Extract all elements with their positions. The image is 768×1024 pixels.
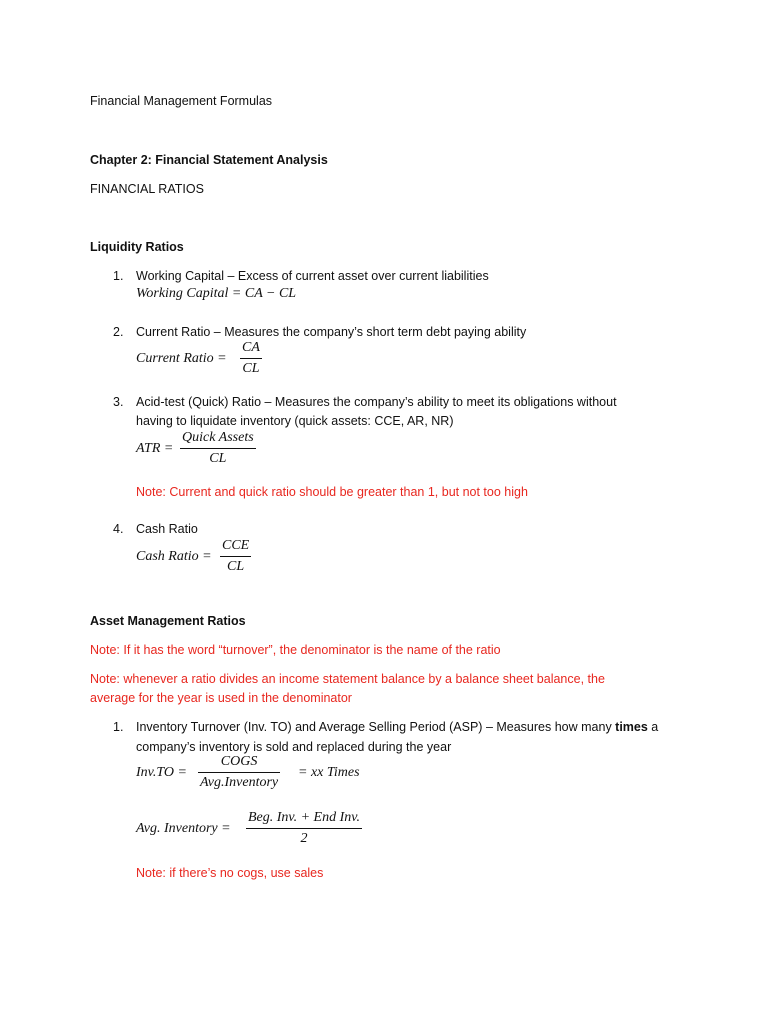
list-number: 3. [113, 395, 124, 409]
list-item-text: having to liquidate inventory (quick assets: CCE, AR, NR) [136, 414, 454, 428]
formula-fraction [240, 340, 262, 377]
list-item-text: company’s inventory is sold and replaced during the year [136, 740, 452, 754]
formula-lhs: Avg. Inventory = [136, 821, 231, 836]
list-item-text [136, 720, 658, 734]
emphasis-text: times [615, 720, 648, 734]
document-title: Financial Management Formulas [90, 94, 273, 108]
fraction-numerator: CA [242, 340, 260, 355]
formula-lhs: ATR = [136, 441, 174, 456]
formula-rhs: = xx Times [298, 765, 360, 780]
list-number: 2. [113, 325, 124, 339]
formula-fraction [198, 754, 280, 791]
formula-lhs: Inv.TO = [136, 765, 187, 780]
list-item-text: Acid-test (Quick) Ratio – Measures the company’s ability to meet its obligations without [136, 395, 617, 409]
section-heading: FINANCIAL RATIOS [90, 182, 204, 196]
fraction-denominator: Avg.Inventory [200, 775, 279, 790]
note-text: Note: whenever a ratio divides an income statement balance by a balance sheet balance, the [90, 672, 605, 686]
fraction-numerator: Beg. Inv. + End Inv. [248, 810, 360, 825]
list-number: 1. [113, 720, 124, 734]
formula-fraction [246, 810, 362, 847]
liquidity-heading: Liquidity Ratios [90, 240, 184, 254]
list-item-text: Current Ratio – Measures the company’s short term debt paying ability [136, 325, 527, 339]
text-segment: Inventory Turnover (Inv. TO) and Average Selling Period (ASP) – Measures how many [136, 720, 616, 734]
fraction-denominator: 2 [300, 831, 308, 846]
chapter-heading: Chapter 2: Financial Statement Analysis [90, 153, 328, 167]
fraction-numerator: Quick Assets [182, 430, 254, 445]
fraction-denominator: CL [209, 451, 227, 466]
list-number: 1. [113, 269, 124, 283]
formula-lhs: Current Ratio = [136, 351, 227, 366]
note-text: Note: Current and quick ratio should be greater than 1, but not too high [136, 485, 528, 499]
list-item-text: Working Capital – Excess of current asset over current liabilities [136, 269, 489, 283]
note-text: Note: if there’s no cogs, use sales [136, 866, 324, 880]
asset-management-heading: Asset Management Ratios [90, 614, 246, 628]
formula-fraction [220, 538, 251, 575]
formula-working-capital: Working Capital = CA − CL [136, 286, 297, 301]
formula-fraction [180, 430, 256, 467]
note-text: average for the year is used in the denominator [90, 691, 352, 705]
fraction-numerator: CCE [222, 538, 250, 553]
formula-lhs: Cash Ratio = [136, 549, 212, 564]
fraction-denominator: CL [227, 559, 245, 574]
list-number: 4. [113, 522, 124, 536]
text-segment: a [647, 720, 659, 734]
fraction-numerator: COGS [220, 754, 258, 769]
note-text: Note: If it has the word “turnover”, the denominator is the name of the ratio [90, 643, 501, 657]
fraction-denominator: CL [242, 361, 260, 376]
list-item-text: Cash Ratio [136, 522, 198, 536]
